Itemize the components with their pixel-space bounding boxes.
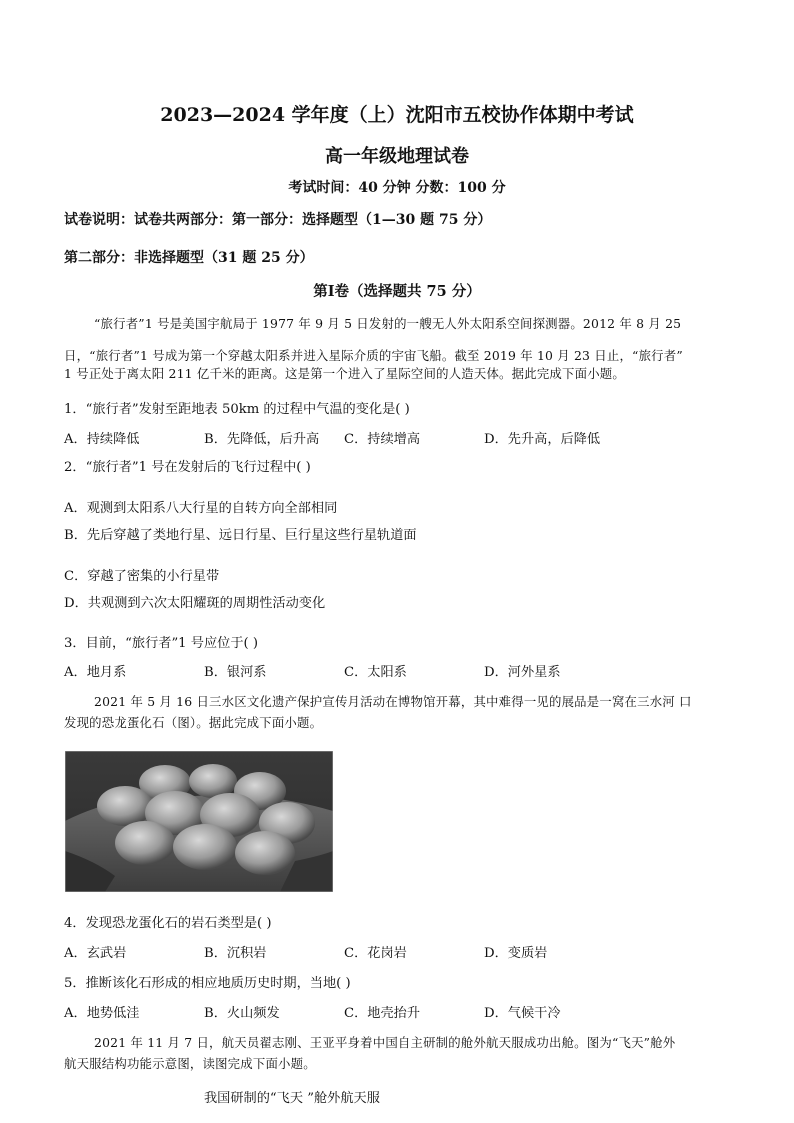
section-title: 第Ⅰ卷（选择题共 75 分） [313,283,481,300]
option-d: D．气候干冷 [484,1006,561,1021]
question-stem: 3．目前，“旅行者”1 号应位于( ) [64,636,258,651]
option-c: C．太阳系 [344,665,407,680]
option-d: D．变质岩 [484,946,548,961]
option-a: A．观测到太阳系八大行星的自转方向全部相同 [64,501,338,516]
option-b: B．先降低，后升高 [204,432,320,447]
exam-title: 2023—2024 学年度（上）沈阳市五校协作体期中考试 [160,104,634,126]
option-d: D．河外星系 [484,665,561,680]
option-a: A．地势低洼 [64,1006,140,1021]
option-c: C．花岗岩 [344,946,407,961]
option-c: C．持续增高 [344,432,421,447]
passage-line: “旅行者”1 号是美国宇航局于 1977 年 9 月 5 日发射的一艘无人外太阳系空间探测器。2012 年 8 月 25 [94,316,682,331]
option-a: A．玄武岩 [64,946,127,961]
option-b: B．先后穿越了类地行星、远日行星、巨行星这些行星轨道面 [64,528,417,543]
option-b: B．火山频发 [204,1006,280,1021]
passage-line: 发现的恐龙蛋化石（图）。据此完成下面小题。 [64,715,323,730]
exam-description-1: 试卷说明：试卷共两部分：第一部分：选择题型（1—30 题 75 分） [64,212,492,228]
exam-description-2: 第二部分：非选择题型（31 题 25 分） [64,250,314,266]
question-stem: 5．推断该化石形成的相应地质历史时期，当地( ) [64,976,351,991]
dinosaur-egg-fossil-photo [65,751,333,892]
passage-line: 日，“旅行者”1 号成为第一个穿越太阳系并进入星际介质的宇宙飞船。截至 2019 年 10 月 23 日止，“旅行者” [64,348,683,363]
passage-line: 航天服结构功能示意图，读图完成下面小题。 [64,1056,316,1071]
option-c: C．穿越了密集的小行星带 [64,569,220,584]
passage-line: 2021 年 5 月 16 日三水区文化遗产保护宣传月活动在博物馆开幕，其中难得一见的展品是一窝在三水河 口 [94,694,692,709]
exam-info: 考试时间：40 分钟 分数：100 分 [288,180,506,196]
question-stem: 2．“旅行者”1 号在发射后的飞行过程中( ) [64,460,311,475]
passage-line: 2021 年 11 月 7 日，航天员翟志刚、王亚平身着中国自主研制的舱外航天服成功出舱。图为“飞天”舱外 [94,1035,676,1050]
option-b: B．银河系 [204,665,267,680]
question-stem: 1．“旅行者”发射至距地表 50km 的过程中气温的变化是( ) [64,402,410,417]
question-stem: 4．发现恐龙蛋化石的岩石类型是( ) [64,916,272,931]
exam-subtitle: 高一年级地理试卷 [325,146,469,167]
option-d: D．共观测到六次太阳耀斑的周期性活动变化 [64,596,326,611]
option-a: A．地月系 [64,665,127,680]
option-a: A．持续降低 [64,432,140,447]
option-b: B．沉积岩 [204,946,267,961]
passage-line: 1 号正处于离太阳 211 亿千米的距离。这是第一个进入了星际空间的人造天体。据此完成下面小题。 [64,366,625,381]
option-c: C．地壳抬升 [344,1006,421,1021]
option-d: D．先升高，后降低 [484,432,601,447]
figure-caption: 我国研制的“飞天 ”舱外航天服 [204,1091,380,1106]
